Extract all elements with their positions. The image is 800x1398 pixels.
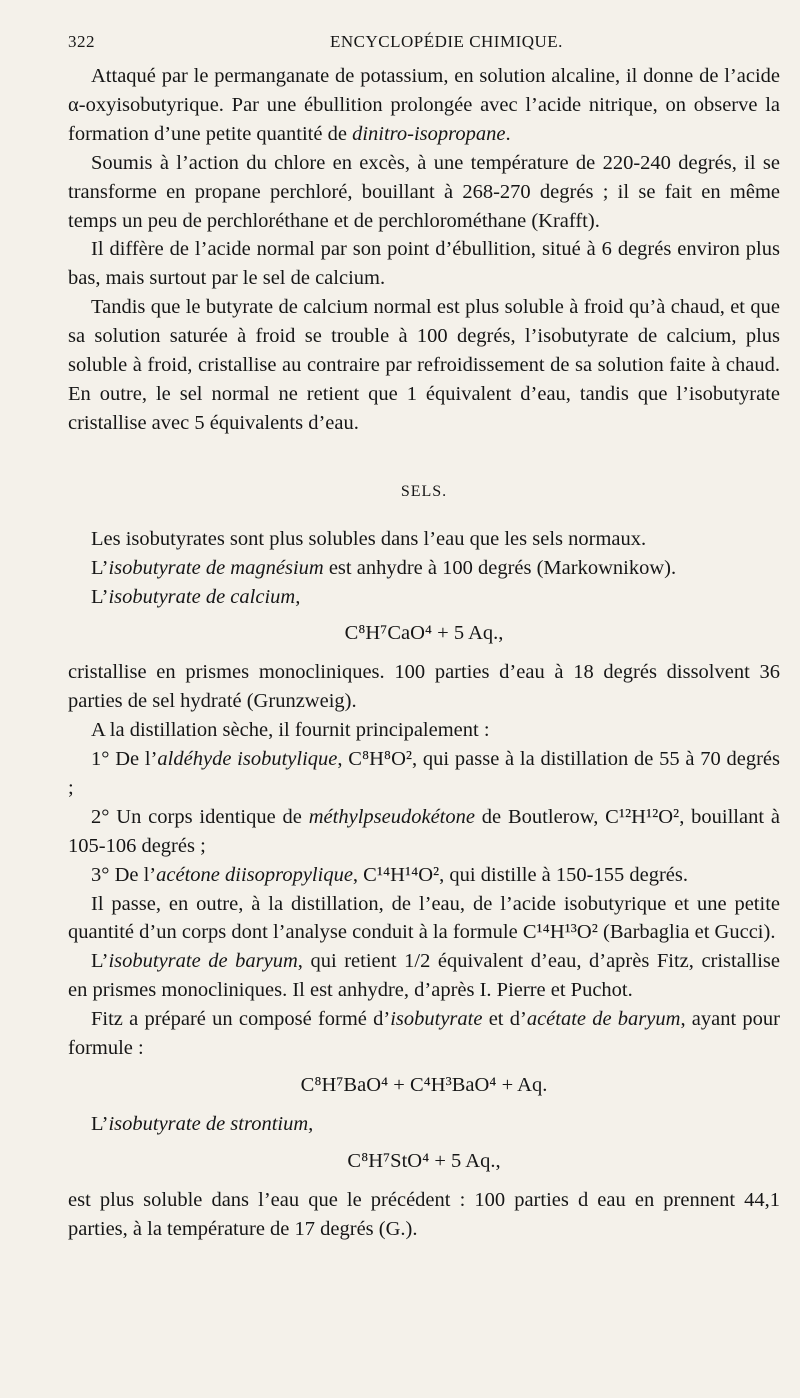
paragraph-text: Fitz a préparé un composé formé d’ [91, 1008, 391, 1031]
paragraph-byproducts: Il passe, en outre, à la distillation, de l’eau, de l’acide isobutyrique et une petite quantité d’un corps dont l’analyse conduit à la formule C¹⁴H¹³O² (Barbaglia et Gucci). [68, 892, 780, 944]
paragraph-text: , C⁸H⁸O², qui passe à la distillation de 55 à 70 degrés ; [68, 748, 780, 799]
paragraph-text: 1° De l’ [91, 748, 158, 771]
paragraph-oxidation [68, 62, 780, 149]
paragraph-text: de Boutlerow, C¹²H¹²O², bouillant à 105-106 degrés ; [68, 805, 780, 857]
paragraph-text: L’ [91, 950, 109, 973]
paragraph-fitz-compound [68, 1005, 780, 1063]
paragraph-magnesium [68, 554, 780, 583]
italic-term: acétate de baryum [526, 1008, 681, 1031]
paragraph-strontium-heading [68, 1110, 780, 1139]
italic-term: isobutyrate de calcium, [108, 585, 301, 608]
paragraph-text: 3° De l’ [91, 863, 157, 886]
paragraph-barium [68, 947, 780, 1005]
paragraph-text: L’ [91, 585, 109, 608]
italic-term: aldéhyde isobutylique [157, 748, 338, 771]
italic-term: méthylpseudokétone [308, 805, 475, 828]
list-item-1 [68, 745, 780, 803]
paragraph-text: . [505, 122, 511, 145]
paragraph-text: , ayant pour formule : [68, 1008, 781, 1060]
formula-calcium: C⁸H⁷CaO⁴ + 5 Aq., [344, 622, 504, 645]
italic-term: isobutyrate [390, 1008, 483, 1031]
section-title: SELS. [400, 482, 448, 500]
italic-term: isobutyrate de magnésium [108, 556, 324, 579]
italic-term: isobutyrate de strontium, [108, 1112, 314, 1135]
paragraph-text: L’ [91, 556, 109, 579]
paragraph-difference: Il diffère de l’acide normal par son point d’ébullition, situé à 6 degrés environ plus bas, mais surtout par le sel de calcium. [68, 238, 780, 290]
paragraph-text: , qui retient 1/2 équivalent d’eau, d’après Fitz, cristallise en prismes monocliniques. Il est anhydre, d’après I. Pierre et Puchot. [68, 950, 780, 1002]
paragraph-salts-intro: Les isobutyrates sont plus solubles dans l’eau que les sels normaux. [91, 527, 647, 550]
italic-term: isobutyrate de baryum [108, 950, 298, 973]
list-item-2 [68, 803, 780, 861]
paragraph-calcium-heading [68, 583, 780, 612]
running-title: ENCYCLOPÉDIE CHIMIQUE. [330, 32, 563, 51]
paragraph-chlorination: Soumis à l’action du chlore en excès, à une température de 220-240 degrés, il se transforme en propane perchloré, bouillant à 268-270 degrés ; il se fait en même temps un peu de perchloréthane et de perchlorométhane (Krafft). [68, 151, 780, 232]
formula-strontium: C⁸H⁷StO⁴ + 5 Aq., [347, 1149, 501, 1172]
page-header [68, 32, 764, 54]
paragraph-strontium-solubility: est plus soluble dans l’eau que le précédent : 100 parties d eau en prennent 44,1 parties, à la température de 17 degrés (G.). [68, 1188, 780, 1240]
italic-term: dinitro-isopropane [352, 122, 506, 145]
paragraph-text: et d’ [482, 1008, 527, 1031]
paragraph-text: 2° Un corps identique de [91, 805, 309, 828]
paragraph-dry-distillation: A la distillation sèche, il fournit principalement : [91, 719, 490, 742]
paragraph-text: Attaqué par le permanganate de potassium, en solution alcaline, il donne de l’acide α-oxyisobutyrique. Par une ébullition prolongée avec l’acide nitrique, on observe la formation d’une petite quantité de [68, 65, 780, 145]
list-item-3 [68, 861, 780, 890]
paragraph-calcium-crystal: cristallise en prismes monocliniques. 100 parties d’eau à 18 degrés dissolvent 36 parties de sel hydraté (Grunzweig). [68, 661, 780, 713]
italic-term: acétone diisopropylique [156, 863, 353, 886]
paragraph-text: est anhydre à 100 degrés (Markownikow). [323, 556, 677, 579]
paragraph-text: , C¹⁴H¹⁴O², qui distille à 150-155 degrés. [352, 863, 688, 886]
formula-barium: C⁸H⁷BaO⁴ + C⁴H³BaO⁴ + Aq. [300, 1074, 548, 1096]
page-body [68, 62, 780, 1244]
paragraph-text: L’ [91, 1112, 109, 1135]
paragraph-calcium-comparison: Tandis que le butyrate de calcium normal est plus soluble à froid qu’à chaud, et que sa solution saturée à froid se trouble à 100 degrés, l’isobutyrate de calcium, plus soluble à froid, cristallise au contraire par refroidissement de sa solution faite à chaud. En outre, le sel normal ne retient que 1 équivalent d’eau, tandis que l’isobutyrate cristallise avec 5 équivalents d’eau. [68, 296, 780, 434]
page-number: 322 [68, 32, 95, 51]
